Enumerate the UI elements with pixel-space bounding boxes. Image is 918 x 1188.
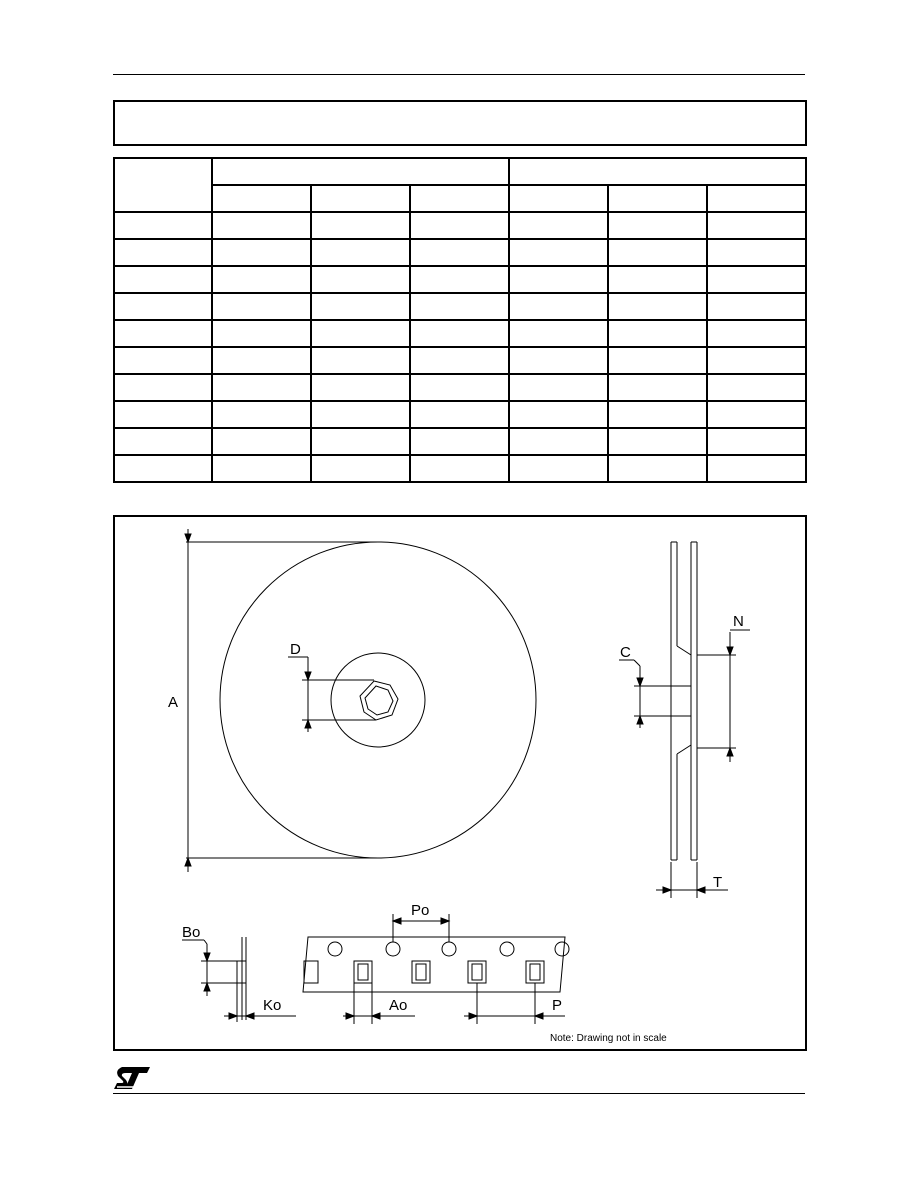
reel-hub-circle bbox=[331, 653, 425, 747]
table-subheader-cell bbox=[608, 185, 707, 212]
table-cell bbox=[311, 239, 410, 266]
table-cell bbox=[608, 239, 707, 266]
table-cell bbox=[707, 320, 806, 347]
table-row bbox=[114, 266, 806, 293]
table-cell bbox=[608, 212, 707, 239]
table-cell bbox=[410, 293, 509, 320]
table-cell bbox=[114, 293, 212, 320]
table-row bbox=[114, 374, 806, 401]
table-cell bbox=[707, 239, 806, 266]
table-subheader-cell bbox=[509, 185, 608, 212]
table-cell bbox=[608, 455, 707, 482]
reel-drawing bbox=[115, 517, 805, 1049]
table-cell bbox=[509, 212, 608, 239]
table-cell bbox=[114, 239, 212, 266]
table-cell bbox=[707, 266, 806, 293]
table-subheader-cell bbox=[707, 185, 806, 212]
dimension-label-bo: Bo bbox=[182, 924, 201, 941]
reel-outer-circle bbox=[220, 542, 536, 858]
table-cell bbox=[311, 293, 410, 320]
table-cell bbox=[509, 320, 608, 347]
table-cell bbox=[212, 293, 311, 320]
reel-drawing-frame bbox=[113, 515, 807, 1051]
table-cell bbox=[212, 320, 311, 347]
tape-sprocket-hole bbox=[555, 942, 569, 956]
table-cell bbox=[608, 266, 707, 293]
table-cell bbox=[212, 347, 311, 374]
dimension-label-t: T bbox=[713, 874, 723, 891]
dimensions-table bbox=[113, 157, 807, 483]
table-subheader-cell bbox=[311, 185, 410, 212]
table-row bbox=[114, 401, 806, 428]
table-cell bbox=[114, 320, 212, 347]
footer-rule bbox=[113, 1093, 805, 1094]
table-row bbox=[114, 320, 806, 347]
tape-sprocket-hole bbox=[328, 942, 342, 956]
header-rule bbox=[113, 74, 805, 75]
table-cell bbox=[212, 266, 311, 293]
table-cell bbox=[311, 212, 410, 239]
table-row bbox=[114, 293, 806, 320]
table-cell bbox=[114, 212, 212, 239]
tape-sprocket-hole bbox=[442, 942, 456, 956]
table-cell bbox=[410, 320, 509, 347]
table-row bbox=[114, 239, 806, 266]
dimension-label-po: Po bbox=[411, 902, 430, 919]
table-row bbox=[114, 428, 806, 455]
table-cell bbox=[212, 212, 311, 239]
table-subheader-cell bbox=[212, 185, 311, 212]
table-cell bbox=[410, 347, 509, 374]
table-cell bbox=[608, 293, 707, 320]
table-cell bbox=[509, 428, 608, 455]
table-cell bbox=[410, 428, 509, 455]
table-cell bbox=[410, 455, 509, 482]
tape-sprocket-hole bbox=[386, 942, 400, 956]
table-cell bbox=[410, 212, 509, 239]
table-cell bbox=[212, 428, 311, 455]
dimension-label-d: D bbox=[290, 641, 301, 658]
table-cell bbox=[311, 374, 410, 401]
table-cell bbox=[509, 266, 608, 293]
table-cell bbox=[311, 401, 410, 428]
table-cell bbox=[707, 455, 806, 482]
table-cell bbox=[608, 401, 707, 428]
table-cell bbox=[212, 401, 311, 428]
table-cell bbox=[114, 374, 212, 401]
table-row bbox=[114, 212, 806, 239]
table-cell bbox=[311, 428, 410, 455]
table-cell bbox=[410, 374, 509, 401]
table-cell bbox=[707, 347, 806, 374]
dimension-label-n: N bbox=[733, 613, 744, 630]
table-cell bbox=[509, 239, 608, 266]
table-subheader-cell bbox=[410, 185, 509, 212]
table-cell bbox=[311, 455, 410, 482]
table-subheader-row bbox=[114, 185, 806, 212]
drawing-note: Note: Drawing not in scale bbox=[550, 1033, 667, 1044]
table-cell bbox=[212, 455, 311, 482]
table-cell bbox=[311, 347, 410, 374]
dimension-label-ao: Ao bbox=[389, 997, 408, 1014]
table-header-cell bbox=[212, 158, 509, 185]
table-cell bbox=[114, 266, 212, 293]
table-cell bbox=[410, 401, 509, 428]
dimension-label-p: P bbox=[552, 997, 563, 1014]
table-header-row bbox=[114, 158, 806, 185]
table-cell bbox=[114, 428, 212, 455]
table-cell bbox=[608, 347, 707, 374]
st-logo-icon bbox=[112, 1064, 152, 1092]
table-cell bbox=[311, 320, 410, 347]
table-cell bbox=[509, 293, 608, 320]
table-cell bbox=[707, 401, 806, 428]
table-cell bbox=[707, 212, 806, 239]
table-cell bbox=[509, 401, 608, 428]
table-title-box bbox=[113, 100, 807, 146]
table-row bbox=[114, 455, 806, 482]
table-cell bbox=[509, 374, 608, 401]
table-cell bbox=[212, 374, 311, 401]
dimension-label-ko: Ko bbox=[263, 997, 282, 1014]
table-cell bbox=[410, 266, 509, 293]
table-cell bbox=[608, 320, 707, 347]
table-cell bbox=[410, 239, 509, 266]
dimension-label-a: A bbox=[168, 694, 179, 711]
table-cell bbox=[707, 428, 806, 455]
table-cell bbox=[707, 374, 806, 401]
table-cell bbox=[212, 239, 311, 266]
table-header-cell bbox=[509, 158, 806, 185]
table-cell bbox=[114, 455, 212, 482]
reel-spindle-hole-inner bbox=[365, 686, 393, 715]
table-row bbox=[114, 347, 806, 374]
tape-pocket bbox=[304, 961, 318, 983]
table-cell bbox=[707, 293, 806, 320]
tape-sprocket-hole bbox=[500, 942, 514, 956]
table-header-cell bbox=[114, 158, 212, 212]
table-cell bbox=[114, 347, 212, 374]
table-cell bbox=[608, 428, 707, 455]
table-cell bbox=[311, 266, 410, 293]
table-cell bbox=[509, 455, 608, 482]
table-cell bbox=[608, 374, 707, 401]
table-cell bbox=[509, 347, 608, 374]
table-cell bbox=[114, 401, 212, 428]
dimension-label-c: C bbox=[620, 644, 631, 661]
